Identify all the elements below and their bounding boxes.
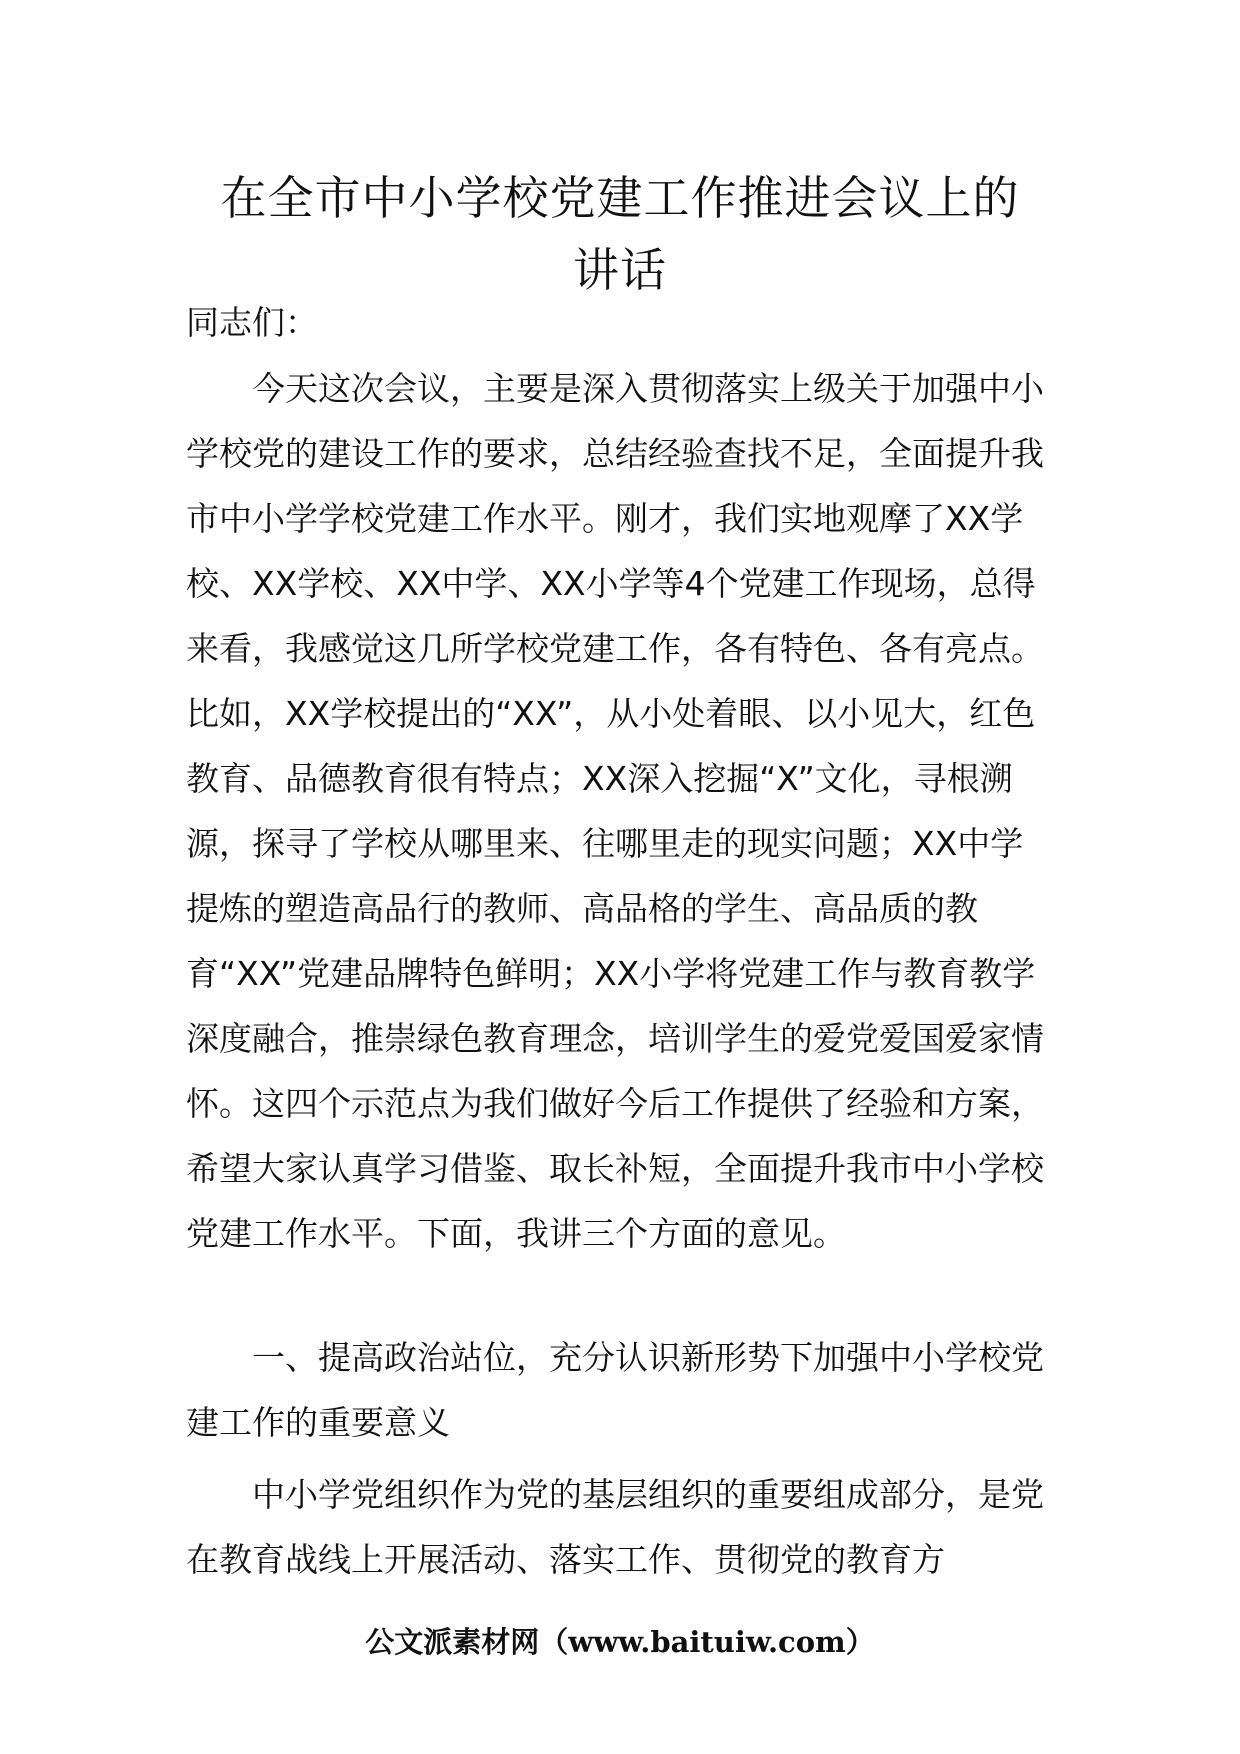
salutation: 同志们： — [186, 303, 318, 342]
document-title-line-1: 在全市中小学校党建工作推进会议上的 — [220, 171, 1020, 225]
section-heading-text: 一、提高政治站位，充分认识新形势下加强中小学校党建工作的重要意义 — [186, 1338, 1044, 1442]
paragraph-text: 今天这次会议，主要是深入贯彻落实上级关于加强中小学校党的建设工作的要求，总结经验查找不足，全面提升我市中小学学校党建工作水平。刚才，我们实地观摩了XX学校、XX学校、XX中学、XX小学等4个党建工作现场，总得来看，我感觉这几所学校党建工作，各有特色、各有亮点。比如，XX学校提出的“XX”，从小处着眼、以小见大，红色教育、品德教育很有特点；XX深入挖掘“X”文化，寻根溯源，探寻了学校从哪里来、往哪里走的现实问题；XX中学提炼的塑造高品行的教师、高品格的学生、高品质的教育“XX”党建品牌特色鲜明；XX小学将党建工作与教育教学深度融合，推崇绿色教育理念，培训学生的爱党爱国爱家情怀。这四个示范点为我们做好今后工作提供了经验和方案，希望大家认真学习借鉴、取长补短，全面提升我市中小学校党建工作水平。下面，我讲三个方面的意见。 — [186, 369, 1044, 1253]
body-paragraph-section-1 — [186, 1462, 1056, 1592]
paragraph-text: 中小学党组织作为党的基层组织的重要组成部分，是党在教育战线上开展活动、落实工作、贯彻党的教育方 — [186, 1475, 1044, 1579]
section-heading-1 — [186, 1325, 1056, 1455]
body-paragraph-intro — [186, 356, 1056, 1266]
footer-watermark: 公文派素材网（www.baituiw.com） — [365, 1625, 875, 1659]
document-title-line-2: 讲话 — [573, 243, 667, 297]
